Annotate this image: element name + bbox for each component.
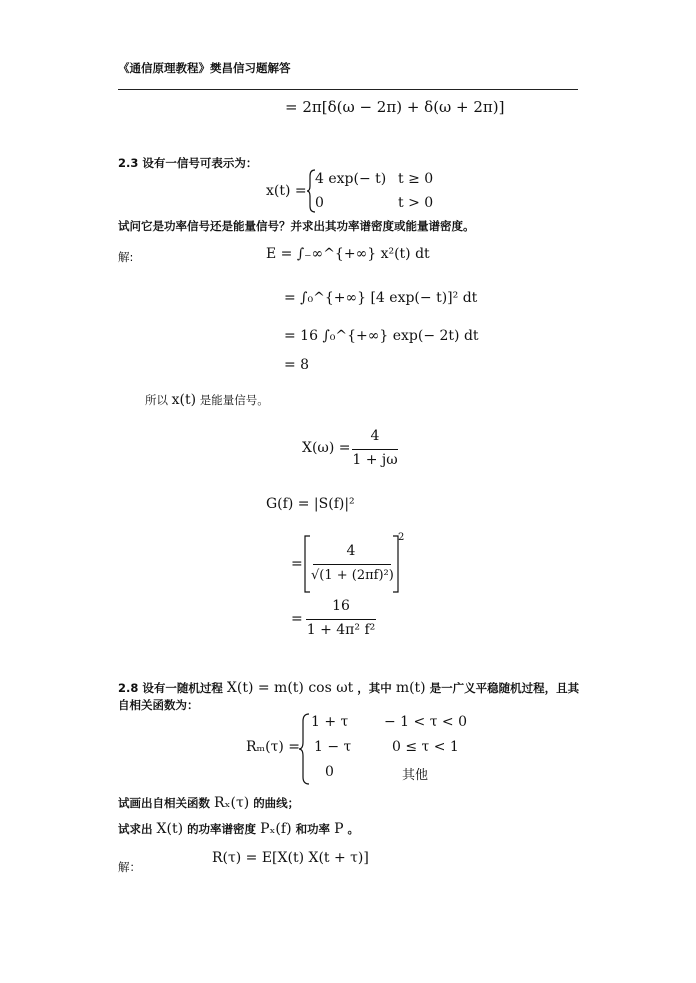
g-line-3-numerator: 16 xyxy=(332,598,350,614)
case-2-cond: 0 ≤ τ < 1 xyxy=(392,739,459,755)
process-definition: X(t) = m(t) cos ωt xyxy=(226,680,354,696)
problem-2-8-line-2: 自相关函数为： xyxy=(118,698,199,712)
task-2-text-b: 的功率谱密度 xyxy=(187,822,257,836)
conclusion-prefix: 所以 xyxy=(145,393,168,407)
x-def-lhs: x(t) = xyxy=(266,183,307,199)
task-2-var3: P xyxy=(334,821,344,837)
case-1-cond: − 1 < τ < 0 xyxy=(384,714,468,730)
problem-2-8-line-1 xyxy=(118,680,579,696)
problem-statement-c: 是一广义平稳随机过程，且其 xyxy=(429,681,580,695)
case-3-cond: 其他 xyxy=(402,768,429,783)
fourier-numerator: 4 xyxy=(370,428,380,444)
conclusion-var: x(t) xyxy=(171,392,197,408)
header-rule xyxy=(118,89,578,90)
g-line-1: G(f) = |S(f)|² xyxy=(266,496,355,512)
problem-statement: 设有一信号可表示为： xyxy=(142,156,258,170)
g-line-3-denominator: 1 + 4π² f² xyxy=(306,622,376,638)
problem-statement-a: 设有一随机过程 xyxy=(142,681,223,695)
case-2-expr: 1 − τ xyxy=(314,739,352,755)
fraction-bar xyxy=(306,619,376,620)
conclusion xyxy=(145,392,269,408)
right-bracket xyxy=(392,535,400,593)
g-line-2-eq: = xyxy=(291,556,303,572)
solution-label-2-8: 解： xyxy=(118,860,141,874)
problem-statement-b: ，其中 xyxy=(357,681,392,695)
case2-expr: 0 xyxy=(315,195,324,211)
solution-label: 解: xyxy=(118,250,134,264)
g-line-2-numerator: 4 xyxy=(346,543,356,559)
case2-cond: t > 0 xyxy=(398,195,434,211)
task-2-var2: Pₓ(f) xyxy=(260,821,292,837)
energy-line-1: E = ∫₋∞^{+∞} x²(t) dt xyxy=(266,246,430,262)
solution-equation-2-8: R(τ) = E[X(t) X(t + τ)] xyxy=(212,850,369,866)
top-equation: = 2π[δ(ω − 2π) + δ(ω + 2π)] xyxy=(285,98,505,116)
energy-line-2: = ∫₀^{+∞} [4 exp(− t)]² dt xyxy=(284,290,478,306)
case1-expr: 4 exp(− t) xyxy=(315,171,387,187)
energy-line-3: = 16 ∫₀^{+∞} exp(− 2t) dt xyxy=(284,328,479,344)
left-bracket xyxy=(303,535,311,593)
task-1 xyxy=(118,795,299,811)
g-line-2-power: 2 xyxy=(398,532,405,543)
fraction-bar xyxy=(352,449,398,450)
task-2 xyxy=(118,821,359,837)
energy-line-4: = 8 xyxy=(284,357,310,373)
left-brace xyxy=(298,713,310,785)
problem-2-3-heading xyxy=(118,155,257,171)
problem-number: 2.8 xyxy=(118,681,139,695)
problem-2-3-question: 试问它是功率信号还是能量信号？并求出其功率谱密度或能量谱密度。 xyxy=(118,219,475,233)
task-2-text-a: 试求出 xyxy=(118,822,153,836)
task-1-var: Rₓ(τ) xyxy=(214,795,250,811)
g-line-3-eq: = xyxy=(291,611,303,627)
fourier-denominator: 1 + jω xyxy=(352,452,398,468)
fraction-bar xyxy=(313,564,391,565)
case1-cond: t ≥ 0 xyxy=(398,171,434,187)
page-header: 《通信原理教程》樊昌信习题解答 xyxy=(118,61,291,75)
task-2-text-c: 和功率 xyxy=(295,822,331,836)
task-1-text-a: 试画出自相关函数 xyxy=(118,796,210,810)
conclusion-suffix: 是能量信号。 xyxy=(199,393,269,407)
m-of-t: m(t) xyxy=(395,680,426,696)
fourier-lhs: X(ω) = xyxy=(302,440,351,456)
task-1-text-b: 的曲线； xyxy=(253,796,300,810)
task-2-var: X(t) xyxy=(156,821,184,837)
r-lhs: Rₘ(τ) = xyxy=(246,739,300,755)
case-3-expr: 0 xyxy=(325,764,334,780)
g-line-2-denominator: √(1 + (2πf)²) xyxy=(311,568,394,583)
task-2-text-d: 。 xyxy=(347,822,360,836)
problem-number: 2.3 xyxy=(118,156,139,170)
case-1-expr: 1 + τ xyxy=(311,714,349,730)
